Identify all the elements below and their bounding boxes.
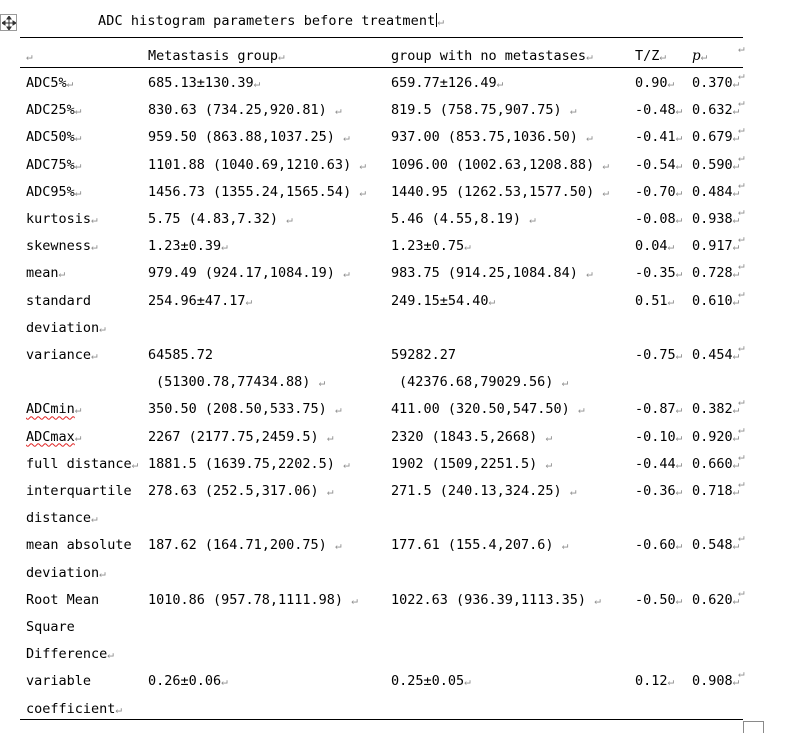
- cell-mark-icon: ↵: [278, 50, 285, 63]
- cell-mark-icon: ↵: [675, 267, 683, 281]
- tz-value-cell[interactable]: [635, 157, 682, 173]
- cell-mark-icon: ↵: [245, 294, 253, 308]
- p-value-cell-text: 0.548: [692, 537, 733, 554]
- cell-mark-icon: ↵: [488, 294, 496, 308]
- cell-mark-icon: ↵: [602, 158, 609, 172]
- cell-mark-icon: ↵: [74, 158, 82, 172]
- no-metastasis-value-cell-text: 1022.63 (936.39,1113.35): [391, 591, 595, 608]
- p-value-cell[interactable]: [692, 347, 739, 363]
- no-metastasis-value-cell-text: 1902 (1509,2251.5): [391, 455, 546, 472]
- p-value-cell[interactable]: [692, 211, 739, 227]
- no-metastasis-value-cell-text: 59282.27: [391, 347, 457, 363]
- table-row: [20, 477, 745, 537]
- parameter-cell-text: skewness: [26, 238, 92, 255]
- tz-value-cell[interactable]: [635, 102, 682, 118]
- table-row: [20, 150, 745, 184]
- parameter-cell-text: Difference: [26, 646, 108, 663]
- no-metastasis-value-cell-text: 983.75 (914.25,1084.84): [391, 265, 587, 282]
- table-row: [20, 422, 745, 456]
- metastasis-value-cell-text: 350.50 (208.50,533.75): [148, 401, 335, 418]
- cell-mark-icon: ↵: [732, 77, 740, 90]
- p-value-cell[interactable]: [692, 537, 739, 553]
- cell-mark-icon: ↵: [602, 185, 609, 199]
- row-end-mark-icon: ↵: [738, 449, 745, 463]
- p-value-cell-text: 0.590: [692, 156, 733, 173]
- no-metastasis-value-cell-text: 411.00 (320.50,547.50): [391, 401, 578, 418]
- p-value-cell-text: 0.610: [692, 292, 733, 309]
- tz-value-cell-text: 0.51: [635, 292, 668, 309]
- tz-value-cell-text: -0.50: [635, 591, 676, 608]
- metastasis-value-cell-text: 685.13±130.39: [148, 75, 254, 91]
- cell-mark-icon: ↵: [659, 50, 667, 63]
- parameter-cell-text: ADC50%: [26, 129, 75, 146]
- p-value-cell[interactable]: [692, 75, 739, 91]
- parameter-cell-text: ADCmin: [26, 401, 75, 418]
- parameter-cell-text: ADC75%: [26, 156, 75, 173]
- metastasis-value-cell-text: 1101.88 (1040.69,1210.63): [148, 156, 360, 173]
- table-row: [20, 177, 745, 211]
- cell-mark-icon: ↵: [675, 213, 683, 226]
- tz-value-cell[interactable]: [635, 184, 682, 200]
- p-value-cell[interactable]: [692, 673, 739, 689]
- p-value-cell-text: 0.632: [692, 102, 733, 119]
- cell-mark-icon: ↵: [91, 213, 98, 226]
- p-value-cell[interactable]: [692, 483, 739, 499]
- table-row: [20, 69, 745, 102]
- cell-mark-icon: ↵: [334, 104, 342, 118]
- cell-mark-icon: ↵: [545, 457, 553, 471]
- tz-value-cell-text: -0.35: [635, 265, 676, 282]
- no-metastasis-value-cell-text: 1440.95 (1262.53,1577.50): [391, 183, 603, 200]
- no-metastasis-value-cell-text: 819.5 (758.75,907.75): [391, 102, 570, 119]
- no-metastasis-value-cell-text: (42376.68,79029.56): [399, 374, 562, 391]
- cell-mark-icon: ↵: [99, 566, 106, 580]
- header-no-metastases-group[interactable]: group with no metastases↵: [391, 48, 593, 64]
- no-metastasis-value-cell-text: 2320 (1843.5,2668): [391, 428, 546, 445]
- cell-mark-icon: ↵: [675, 131, 683, 145]
- tz-value-cell[interactable]: [635, 238, 674, 254]
- cell-mark-icon: ↵: [732, 457, 740, 471]
- no-metastasis-value-cell-text: 249.15±54.40: [391, 292, 489, 309]
- cell-mark-icon: ↵: [334, 539, 342, 553]
- cell-mark-icon: ↵: [667, 77, 675, 90]
- table-title[interactable]: [98, 13, 444, 29]
- cell-mark-icon: ↵: [58, 267, 66, 281]
- tz-value-cell[interactable]: [635, 129, 682, 145]
- table-row: [20, 449, 745, 483]
- metastasis-value-cell-text: 1881.5 (1639.75,2202.5): [148, 455, 344, 472]
- tz-value-cell[interactable]: [635, 211, 682, 227]
- p-value-cell[interactable]: [692, 429, 739, 445]
- cell-mark-icon: ↵: [74, 403, 82, 417]
- tz-value-cell-text: -0.10: [635, 428, 676, 445]
- cell-mark-icon: ↵: [675, 593, 683, 607]
- metastasis-value-cell-text: 979.49 (924.17,1084.19): [148, 265, 344, 282]
- cell-mark-icon: ↵: [732, 131, 740, 145]
- row-end-mark-icon: ↵: [738, 531, 745, 545]
- tz-value-cell[interactable]: [635, 75, 674, 91]
- cell-mark-icon: ↵: [99, 321, 106, 335]
- tz-value-cell[interactable]: [635, 347, 682, 363]
- cell-mark-icon: ↵: [577, 403, 585, 417]
- metastasis-value-cell-text: 959.50 (863.88,1037.25): [148, 129, 344, 146]
- row-end-mark-icon: ↵: [738, 123, 745, 137]
- no-metastasis-value-cell-text: 177.61 (155.4,207.6): [391, 537, 562, 554]
- p-value-cell[interactable]: [692, 592, 739, 608]
- cell-mark-icon: ↵: [667, 240, 675, 254]
- header-cell-blank[interactable]: [26, 48, 33, 64]
- table-resize-handle-icon[interactable]: [743, 721, 764, 733]
- cell-mark-icon: ↵: [675, 457, 683, 471]
- p-value-cell-text: 0.382: [692, 401, 733, 418]
- cell-mark-icon: ↵: [586, 50, 593, 63]
- cell-mark-icon: ↵: [732, 294, 740, 308]
- p-value-cell-text: 0.728: [692, 265, 733, 282]
- cell-mark-icon: ↵: [464, 240, 471, 254]
- parameter-cell-text: Square: [26, 618, 75, 635]
- cell-mark-icon: ↵: [732, 240, 740, 254]
- cell-mark-icon: ↵: [700, 50, 708, 63]
- header-metastasis-group[interactable]: Metastasis group↵: [148, 48, 285, 64]
- parameter-cell-text: distance: [26, 510, 92, 527]
- tz-value-cell-text: -0.54: [635, 156, 676, 173]
- parameter-cell-text: Root Mean: [26, 591, 100, 608]
- row-end-mark-icon: ↵: [738, 585, 745, 599]
- cell-mark-icon: ↵: [675, 185, 683, 199]
- cell-mark-icon: ↵: [675, 349, 683, 362]
- header-p[interactable]: p↵: [692, 48, 708, 64]
- cell-mark-icon: ↵: [675, 539, 683, 553]
- cell-mark-icon: ↵: [334, 403, 342, 417]
- parameter-cell-text: deviation: [26, 319, 100, 336]
- row-end-mark-icon: ↵: [738, 477, 745, 490]
- cell-mark-icon: ↵: [732, 267, 740, 281]
- cell-mark-icon: ↵: [26, 50, 33, 63]
- metastasis-value-cell-text: 2267 (2177.75,2459.5): [148, 428, 327, 445]
- cell-mark-icon: ↵: [675, 403, 683, 417]
- cell-mark-icon: ↵: [732, 213, 740, 226]
- table-row: [20, 341, 745, 401]
- parameter-cell-text: mean absolute: [26, 537, 132, 554]
- parameter-cell-text: interquartile: [26, 483, 132, 499]
- metastasis-value-cell-text: 1010.86 (957.78,1111.98): [148, 591, 352, 608]
- tz-value-cell-text: -0.41: [635, 129, 676, 146]
- cell-mark-icon: ↵: [115, 702, 123, 716]
- p-value-cell-text: 0.679: [692, 129, 733, 146]
- cell-mark-icon: ↵: [594, 593, 601, 607]
- cell-mark-icon: ↵: [732, 430, 740, 444]
- cell-mark-icon: ↵: [343, 131, 350, 145]
- cell-mark-icon: ↵: [732, 349, 740, 362]
- p-value-cell-text: 0.917: [692, 238, 733, 255]
- table-row: [20, 667, 745, 727]
- table-move-handle-icon[interactable]: [0, 14, 17, 31]
- table-row: [20, 531, 745, 591]
- cell-mark-icon: ↵: [91, 240, 98, 254]
- parameter-cell-text: ADC25%: [26, 102, 75, 119]
- cell-mark-icon: ↵: [359, 158, 366, 172]
- cell-mark-icon: ↵: [529, 213, 536, 226]
- p-value-cell-text: 0.908: [692, 673, 733, 690]
- tz-value-cell[interactable]: [635, 429, 682, 445]
- cell-mark-icon: ↵: [732, 539, 740, 553]
- tz-value-cell[interactable]: [635, 265, 682, 281]
- p-value-cell[interactable]: [692, 184, 739, 200]
- parameter-cell-text: kurtosis: [26, 211, 92, 227]
- parameter-cell-text: mean: [26, 265, 59, 282]
- cell-mark-icon: ↵: [675, 485, 683, 498]
- no-metastasis-value-cell-text: 5.46 (4.55,8.19): [391, 211, 530, 227]
- row-end-mark-icon: ↵: [738, 395, 745, 409]
- parameter-cell-text: full distance: [26, 455, 132, 472]
- row-end-mark-icon: ↵: [738, 96, 745, 110]
- cell-mark-icon: ↵: [675, 104, 683, 118]
- cell-mark-icon: ↵: [569, 485, 577, 498]
- parameter-cell-text: variance: [26, 347, 92, 363]
- p-value-cell[interactable]: [692, 238, 739, 254]
- p-value-cell-text: 0.484: [692, 183, 733, 200]
- cell-mark-icon: ↵: [131, 457, 139, 471]
- cell-mark-icon: ↵: [569, 104, 577, 118]
- cell-mark-icon: ↵: [561, 376, 569, 390]
- row-end-mark-icon: ↵: [738, 232, 745, 246]
- cell-mark-icon: ↵: [732, 158, 740, 172]
- p-value-cell-text: 0.660: [692, 455, 733, 472]
- cell-mark-icon: ↵: [561, 539, 569, 553]
- table-row: [20, 232, 745, 265]
- tz-value-cell-text: -0.87: [635, 401, 676, 418]
- p-value-cell[interactable]: [692, 102, 739, 118]
- metastasis-value-cell-text: 1.23±0.39: [148, 238, 222, 255]
- tz-value-cell-text: -0.08: [635, 211, 676, 227]
- cell-mark-icon: ↵: [343, 267, 350, 281]
- row-end-mark-icon: ↵: [738, 422, 745, 436]
- metastasis-value-cell-text: (51300.78,77434.88): [156, 374, 319, 391]
- no-metastasis-value-cell-text: 1.23±0.75: [391, 238, 465, 255]
- table-row: [20, 123, 745, 156]
- cell-mark-icon: ↵: [74, 131, 82, 145]
- row-end-mark-icon: ↵: [738, 286, 745, 300]
- p-value-cell[interactable]: [692, 456, 739, 472]
- cell-mark-icon: ↵: [66, 77, 74, 90]
- cell-mark-icon: ↵: [667, 675, 675, 689]
- cell-mark-icon: ↵: [91, 349, 98, 362]
- p-value-cell-text: 0.938: [692, 211, 733, 227]
- cell-mark-icon: ↵: [326, 485, 334, 498]
- no-metastasis-value-cell-text: 271.5 (240.13,324.25): [391, 483, 570, 499]
- cell-mark-icon: ↵: [667, 294, 675, 308]
- metastasis-value-cell-text: 278.63 (252.5,317.06): [148, 483, 327, 499]
- table-row: [20, 259, 745, 292]
- metastasis-value-cell-text: 0.26±0.06: [148, 673, 222, 690]
- cell-mark-icon: ↵: [675, 158, 683, 172]
- no-metastasis-value-cell-text: 0.25±0.05: [391, 673, 465, 690]
- cell-mark-icon: ↵: [318, 376, 326, 390]
- row-end-mark-icon: ↵: [738, 205, 745, 218]
- tz-value-cell[interactable]: [635, 537, 682, 553]
- tz-value-cell-text: 0.90: [635, 75, 668, 91]
- parameter-cell-text: deviation: [26, 564, 100, 581]
- cell-mark-icon: ↵: [545, 430, 553, 444]
- cell-mark-icon: ↵: [221, 240, 228, 254]
- cell-mark-icon: ↵: [286, 213, 293, 226]
- tz-value-cell-text: 0.12: [635, 673, 668, 690]
- cell-mark-icon: ↵: [74, 185, 82, 199]
- tz-value-cell-text: -0.44: [635, 455, 676, 472]
- cell-mark-icon: ↵: [675, 430, 683, 444]
- tz-value-cell-text: -0.60: [635, 537, 676, 554]
- cell-mark-icon: ↵: [464, 675, 471, 689]
- cell-mark-icon: ↵: [732, 593, 740, 607]
- paragraph-mark-icon: ↵: [437, 15, 445, 28]
- tz-value-cell[interactable]: [635, 456, 682, 472]
- table-top-rule: [20, 37, 743, 38]
- metastasis-value-cell-text: 187.62 (164.71,200.75): [148, 537, 335, 554]
- metastasis-value-cell-text: 830.63 (734.25,920.81): [148, 102, 335, 119]
- parameter-cell-text: variable: [26, 673, 92, 690]
- table-row: [20, 395, 745, 428]
- tz-value-cell[interactable]: [635, 401, 682, 417]
- cell-mark-icon: ↵: [732, 675, 740, 689]
- parameter-cell-text: ADCmax: [26, 428, 75, 445]
- cell-mark-icon: ↵: [732, 485, 740, 498]
- tz-value-cell-text: -0.70: [635, 183, 676, 200]
- metastasis-value-cell-text: 1456.73 (1355.24,1565.54): [148, 183, 360, 200]
- tz-value-cell[interactable]: [635, 592, 682, 608]
- cell-mark-icon: ↵: [586, 267, 593, 281]
- p-value-cell-text: 0.454: [692, 347, 733, 363]
- cell-mark-icon: ↵: [326, 430, 334, 444]
- metastasis-value-cell-text: 254.96±47.17: [148, 292, 246, 309]
- tz-value-cell-text: 0.04: [635, 238, 668, 255]
- tz-value-cell-text: -0.48: [635, 102, 676, 119]
- row-end-mark-icon: ↵: [738, 150, 745, 164]
- cell-mark-icon: ↵: [496, 77, 504, 90]
- cell-mark-icon: ↵: [351, 593, 358, 607]
- table-row: [20, 205, 745, 238]
- cell-mark-icon: ↵: [91, 512, 98, 526]
- metastasis-value-cell-text: 64585.72: [148, 347, 214, 363]
- cell-mark-icon: ↵: [74, 430, 82, 444]
- table-row: [20, 585, 745, 674]
- tz-value-cell-text: -0.75: [635, 347, 676, 363]
- cell-mark-icon: ↵: [732, 104, 740, 118]
- parameter-cell-text: ADC5%: [26, 75, 67, 91]
- p-value-cell[interactable]: [692, 401, 739, 417]
- p-value-cell-text: 0.620: [692, 591, 733, 608]
- no-metastasis-value-cell-text: 937.00 (853.75,1036.50): [391, 129, 587, 146]
- cell-mark-icon: ↵: [586, 131, 593, 145]
- cell-mark-icon: ↵: [107, 648, 114, 662]
- p-value-cell[interactable]: [692, 265, 739, 281]
- cell-mark-icon: ↵: [343, 457, 350, 471]
- tz-value-cell[interactable]: [635, 483, 682, 499]
- row-end-mark-icon: ↵: [738, 42, 745, 55]
- p-value-cell[interactable]: [692, 129, 739, 145]
- row-end-mark-icon: ↵: [738, 259, 745, 273]
- no-metastasis-value-cell-text: 659.77±126.49: [391, 75, 497, 91]
- table-row: [20, 96, 745, 129]
- parameter-cell-text: standard: [26, 292, 92, 309]
- parameter-cell-text: ADC95%: [26, 183, 75, 200]
- row-end-mark-icon: ↵: [738, 667, 745, 681]
- p-value-cell-text: 0.370: [692, 75, 733, 91]
- cell-mark-icon: ↵: [732, 185, 740, 199]
- cell-mark-icon: ↵: [253, 77, 261, 90]
- metastasis-value-cell-text: 5.75 (4.83,7.32): [148, 211, 287, 227]
- p-value-cell-text: 0.920: [692, 428, 733, 445]
- cell-mark-icon: ↵: [221, 675, 228, 689]
- parameter-cell-text: coefficient: [26, 700, 116, 717]
- p-value-cell[interactable]: [692, 157, 739, 173]
- tz-value-cell[interactable]: [635, 673, 674, 689]
- p-value-cell-text: 0.718: [692, 483, 733, 499]
- row-end-mark-icon: ↵: [738, 177, 745, 191]
- cell-mark-icon: ↵: [74, 104, 82, 118]
- table-header-rule: [20, 67, 743, 68]
- header-tz[interactable]: T/Z↵: [635, 48, 667, 64]
- cell-mark-icon: ↵: [732, 403, 740, 417]
- cell-mark-icon: ↵: [359, 185, 366, 199]
- table-row: [20, 286, 745, 347]
- tz-value-cell[interactable]: [635, 293, 674, 309]
- row-end-mark-icon: ↵: [738, 341, 745, 354]
- no-metastasis-value-cell-text: 1096.00 (1002.63,1208.88): [391, 156, 603, 173]
- tz-value-cell-text: -0.36: [635, 483, 676, 499]
- p-value-cell[interactable]: [692, 293, 739, 309]
- table-title-text: ADC histogram parameters before treatment: [98, 13, 436, 29]
- row-end-mark-icon: ↵: [738, 69, 745, 82]
